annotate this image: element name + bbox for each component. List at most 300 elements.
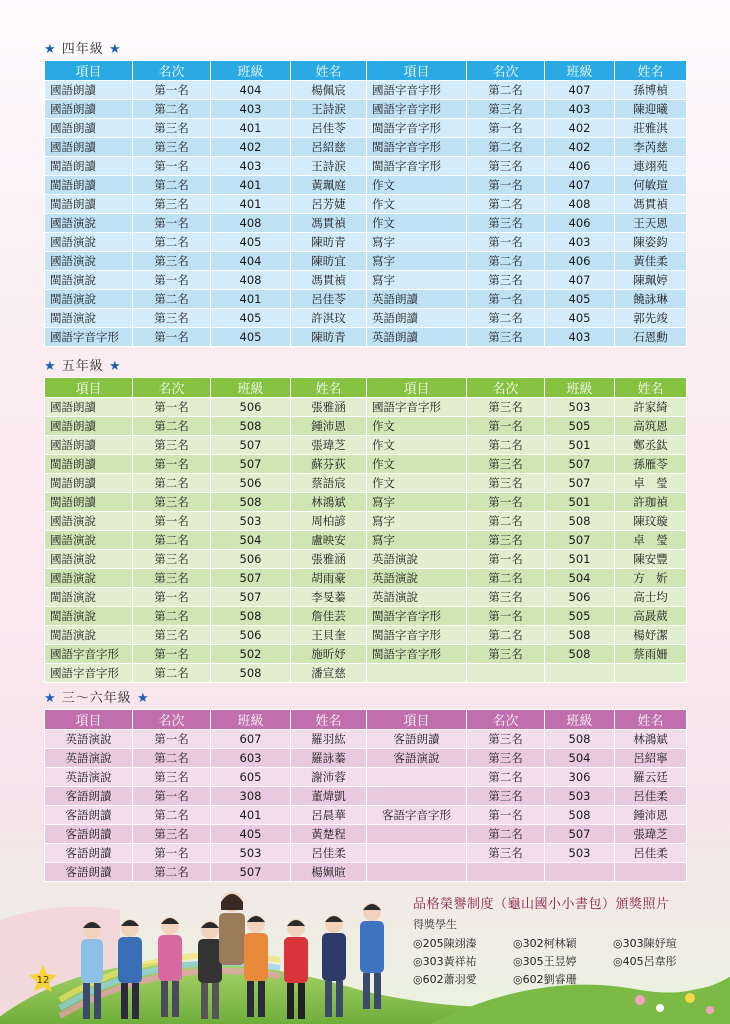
table-cell: 508 [211, 664, 291, 683]
table-cell: 506 [211, 474, 291, 493]
table-cell: 第二名 [133, 749, 211, 768]
table-cell: 第三名 [467, 214, 545, 233]
table-cell: 508 [545, 645, 615, 664]
table-cell: 第二名 [133, 531, 211, 550]
table-cell: 第三名 [133, 626, 211, 645]
table-row [45, 195, 687, 214]
table-cell: 方 妡 [615, 569, 687, 588]
table-cell [615, 863, 687, 882]
table-cell: 林鴻斌 [615, 730, 687, 749]
table-cell: 506 [545, 588, 615, 607]
table-cell: 何敏瑄 [615, 176, 687, 195]
grade5-section [44, 357, 686, 683]
table-cell: 605 [211, 768, 291, 787]
table-cell: 國語演說 [45, 233, 133, 252]
table-row [45, 825, 687, 844]
table-cell: 第一名 [467, 417, 545, 436]
table-cell: 第一名 [133, 157, 211, 176]
column-header: 姓名 [615, 61, 687, 81]
table-cell: 第二名 [467, 138, 545, 157]
table-cell: 第二名 [133, 417, 211, 436]
column-header: 名次 [133, 378, 211, 398]
table-cell: 408 [211, 271, 291, 290]
table-cell: 國語演說 [45, 550, 133, 569]
table-row [45, 645, 687, 664]
table-cell: 作文 [367, 436, 467, 455]
table-cell: 403 [545, 233, 615, 252]
table-cell: 閩語演說 [45, 626, 133, 645]
table-cell: 閩語字音字形 [367, 645, 467, 664]
table-cell: 第三名 [467, 749, 545, 768]
table-cell: 第二名 [467, 309, 545, 328]
table-cell: 503 [545, 398, 615, 417]
table-cell: 第三名 [467, 157, 545, 176]
table-cell: 鄭丞鈦 [615, 436, 687, 455]
table-cell: 第一名 [467, 233, 545, 252]
table-cell: 閩語字音字形 [367, 157, 467, 176]
table-row [45, 768, 687, 787]
table-cell: 第一名 [467, 607, 545, 626]
grade36-table [44, 709, 687, 882]
table-cell: 石恩勳 [615, 328, 687, 347]
table-cell: 第三名 [467, 730, 545, 749]
table-cell: 第一名 [467, 290, 545, 309]
table-header [45, 61, 687, 81]
table-cell: 403 [211, 100, 291, 119]
table-cell: 405 [545, 290, 615, 309]
table-row [45, 787, 687, 806]
table-cell: 第一名 [133, 398, 211, 417]
table-cell: 張瑋芝 [291, 436, 367, 455]
table-cell [467, 863, 545, 882]
table-cell: 張雅涵 [291, 550, 367, 569]
table-cell: 陳昉青 [291, 328, 367, 347]
table-cell: 羅詠蓁 [291, 749, 367, 768]
table-cell: 作文 [367, 176, 467, 195]
table-cell: 詹佳芸 [291, 607, 367, 626]
grade5-title: 五年級 [61, 359, 104, 374]
table-cell: 呂紹寧 [615, 749, 687, 768]
table-cell: 國語朗讀 [45, 138, 133, 157]
table-row [45, 271, 687, 290]
table-cell: 507 [211, 436, 291, 455]
table-cell: 501 [545, 436, 615, 455]
table-cell [367, 863, 467, 882]
table-cell: 402 [211, 138, 291, 157]
winner-item: ◎303陳妤瑄 [613, 937, 677, 950]
table-cell: 蔡雨姍 [615, 645, 687, 664]
table-cell: 客語朗讀 [45, 825, 133, 844]
table-cell: 閩語演說 [45, 309, 133, 328]
table-cell: 507 [211, 569, 291, 588]
table-cell: 孫博楨 [615, 81, 687, 100]
table-cell: 黃珮庭 [291, 176, 367, 195]
table-cell: 郭先竣 [615, 309, 687, 328]
table-cell: 呂芳婕 [291, 195, 367, 214]
table-cell: 董煒凱 [291, 787, 367, 806]
table-cell: 陳珮婷 [615, 271, 687, 290]
table-cell: 閩語演說 [45, 290, 133, 309]
table-cell: 閩語朗讀 [45, 474, 133, 493]
column-header: 姓名 [615, 710, 687, 730]
column-header: 名次 [467, 61, 545, 81]
table-cell: 第三名 [133, 195, 211, 214]
table-cell: 呂佳柔 [615, 787, 687, 806]
table-cell: 第一名 [133, 588, 211, 607]
table-cell: 楊妤潔 [615, 626, 687, 645]
table-cell: 405 [545, 309, 615, 328]
table-cell: 403 [545, 100, 615, 119]
table-cell: 第一名 [467, 550, 545, 569]
table-cell: 高筑恩 [615, 417, 687, 436]
table-cell: 第一名 [133, 512, 211, 531]
table-cell: 第二名 [133, 290, 211, 309]
table-row [45, 398, 687, 417]
table-cell: 501 [545, 550, 615, 569]
table-cell: 407 [545, 271, 615, 290]
column-header: 項目 [45, 61, 133, 81]
table-cell: 407 [545, 176, 615, 195]
table-cell: 蔡語宸 [291, 474, 367, 493]
table-cell: 楊佩宸 [291, 81, 367, 100]
caption-subtitle: 得獎學生 [413, 918, 457, 931]
table-cell: 英語演說 [45, 749, 133, 768]
star-icon: ★ [136, 691, 150, 706]
table-cell: 503 [211, 512, 291, 531]
table-cell: 第二名 [133, 176, 211, 195]
table-cell: 308 [211, 787, 291, 806]
table-row [45, 233, 687, 252]
table-cell: 第三名 [133, 252, 211, 271]
table-cell: 國語字音字形 [45, 664, 133, 683]
table-cell: 羅云廷 [615, 768, 687, 787]
table-cell: 陳昉青 [291, 233, 367, 252]
table-cell: 馮貫禎 [291, 271, 367, 290]
table-cell: 卓 瑩 [615, 531, 687, 550]
table-cell: 李旻蓁 [291, 588, 367, 607]
column-header: 名次 [133, 61, 211, 81]
page-number: 12 [36, 975, 50, 986]
table-cell: 第一名 [133, 271, 211, 290]
table-cell: 506 [211, 398, 291, 417]
table-cell: 405 [211, 328, 291, 347]
table-cell: 饒詠琳 [615, 290, 687, 309]
table-cell: 王貝奎 [291, 626, 367, 645]
column-header: 班級 [211, 61, 291, 81]
table-cell: 國語朗讀 [45, 119, 133, 138]
grade36-section [44, 689, 686, 882]
table-cell: 黃佳柔 [615, 252, 687, 271]
table-cell: 卓 瑩 [615, 474, 687, 493]
table-cell: 高士均 [615, 588, 687, 607]
table-cell: 鍾沛恩 [615, 806, 687, 825]
table-cell: 第二名 [467, 626, 545, 645]
table-cell: 作文 [367, 214, 467, 233]
table-cell: 孫雁苓 [615, 455, 687, 474]
table-cell: 寫字 [367, 531, 467, 550]
table-cell: 閩語朗讀 [45, 195, 133, 214]
table-cell: 連翊苑 [615, 157, 687, 176]
table-cell: 客語朗讀 [45, 863, 133, 882]
table-cell: 作文 [367, 417, 467, 436]
table-cell: 508 [211, 417, 291, 436]
table-row [45, 569, 687, 588]
table-row [45, 290, 687, 309]
table-cell: 寫字 [367, 512, 467, 531]
table-cell: 401 [211, 195, 291, 214]
table-cell: 401 [211, 176, 291, 195]
table-cell: 第二名 [467, 768, 545, 787]
table-cell: 404 [211, 252, 291, 271]
table-cell: 陳玟璇 [615, 512, 687, 531]
table-cell: 506 [211, 626, 291, 645]
table-cell [367, 768, 467, 787]
table-cell: 陳昉宜 [291, 252, 367, 271]
table-cell: 第二名 [133, 233, 211, 252]
table-row [45, 100, 687, 119]
table-cell: 第三名 [467, 474, 545, 493]
grade36-title: 三～六年級 [61, 691, 132, 706]
table-cell: 客語朗讀 [45, 806, 133, 825]
table-cell: 閩語演說 [45, 607, 133, 626]
table-cell: 呂佳柔 [291, 844, 367, 863]
table-cell: 馮貫禎 [615, 195, 687, 214]
table-cell: 第一名 [133, 214, 211, 233]
table-cell: 國語演說 [45, 531, 133, 550]
table-row [45, 214, 687, 233]
table-cell: 呂佳苓 [291, 290, 367, 309]
table-cell: 506 [211, 550, 291, 569]
column-header: 班級 [211, 710, 291, 730]
table-cell: 406 [545, 157, 615, 176]
table-cell: 施昕妤 [291, 645, 367, 664]
table-cell: 第二名 [467, 436, 545, 455]
table-cell: 楊姵暄 [291, 863, 367, 882]
table-row [45, 436, 687, 455]
column-header: 名次 [133, 710, 211, 730]
table-cell: 508 [211, 493, 291, 512]
table-cell: 國語字音字形 [367, 398, 467, 417]
table-cell: 408 [545, 195, 615, 214]
table-cell: 謝沛蓉 [291, 768, 367, 787]
table-cell: 閩語演說 [45, 588, 133, 607]
table-cell: 黃楚程 [291, 825, 367, 844]
column-header: 名次 [467, 378, 545, 398]
table-cell: 504 [545, 749, 615, 768]
table-row [45, 493, 687, 512]
table-cell: 第二名 [467, 195, 545, 214]
table-cell: 第三名 [467, 588, 545, 607]
table-cell [367, 787, 467, 806]
table-header [45, 378, 687, 398]
table-cell: 603 [211, 749, 291, 768]
table-cell: 英語演說 [367, 588, 467, 607]
table-cell: 503 [211, 844, 291, 863]
table-row [45, 81, 687, 100]
column-header: 姓名 [291, 710, 367, 730]
table-cell: 張雅涵 [291, 398, 367, 417]
table-cell: 508 [211, 607, 291, 626]
grade4-title: 四年級 [61, 42, 104, 57]
table-cell: 第三名 [133, 119, 211, 138]
table-body [45, 81, 687, 347]
table-cell: 潘宣慈 [291, 664, 367, 683]
page-number-badge [28, 964, 58, 994]
column-header: 姓名 [291, 378, 367, 398]
table-cell: 第二名 [133, 863, 211, 882]
winner-item: ◎303黃祥祐 [413, 955, 477, 968]
table-cell: 第三名 [467, 271, 545, 290]
table-cell: 第三名 [133, 550, 211, 569]
table-cell: 莊雅淇 [615, 119, 687, 138]
table-cell: 王詩涙 [291, 100, 367, 119]
table-header [45, 710, 687, 730]
column-header: 班級 [545, 61, 615, 81]
table-cell: 第二名 [133, 806, 211, 825]
table-cell [545, 863, 615, 882]
table-row [45, 417, 687, 436]
table-cell: 507 [211, 588, 291, 607]
table-cell: 第二名 [467, 825, 545, 844]
table-cell: 英語朗讀 [367, 290, 467, 309]
table-cell: 405 [211, 309, 291, 328]
table-cell: 作文 [367, 474, 467, 493]
table-cell: 507 [545, 531, 615, 550]
table-row [45, 626, 687, 645]
column-header: 項目 [367, 378, 467, 398]
star-icon: ★ [44, 359, 57, 374]
table-cell: 507 [545, 474, 615, 493]
table-row [45, 749, 687, 768]
table-cell: 閩語演說 [45, 271, 133, 290]
table-cell: 306 [545, 768, 615, 787]
table-cell: 國語字音字形 [45, 328, 133, 347]
table-cell: 505 [545, 607, 615, 626]
table-cell: 第三名 [133, 569, 211, 588]
table-cell: 作文 [367, 195, 467, 214]
table-cell: 507 [211, 455, 291, 474]
star-icon: ★ [108, 42, 122, 57]
grade5-table [44, 377, 687, 683]
table-cell: 英語朗讀 [367, 328, 467, 347]
table-cell: 第三名 [467, 787, 545, 806]
table-cell: 第二名 [467, 81, 545, 100]
table-cell: 第二名 [467, 512, 545, 531]
grade5-heading [44, 357, 686, 377]
table-cell: 寫字 [367, 233, 467, 252]
table-row [45, 844, 687, 863]
table-row [45, 806, 687, 825]
table-cell: 第三名 [467, 844, 545, 863]
grade4-table [44, 60, 687, 347]
table-row [45, 157, 687, 176]
table-cell: 第二名 [467, 252, 545, 271]
column-header: 姓名 [615, 378, 687, 398]
table-cell: 403 [211, 157, 291, 176]
table-cell: 401 [211, 290, 291, 309]
table-cell: 閩語朗讀 [45, 176, 133, 195]
table-cell: 第三名 [467, 455, 545, 474]
award-caption [413, 893, 713, 987]
table-cell: 401 [211, 119, 291, 138]
table-cell: 第一名 [133, 328, 211, 347]
table-cell: 第一名 [467, 806, 545, 825]
table-cell: 508 [545, 626, 615, 645]
table-cell: 寫字 [367, 271, 467, 290]
table-row [45, 863, 687, 882]
winner-item: ◎205陳翊溱 [413, 937, 477, 950]
table-cell: 第一名 [133, 645, 211, 664]
table-cell: 國語朗讀 [45, 398, 133, 417]
table-cell: 閩語朗讀 [45, 157, 133, 176]
table-cell: 國語朗讀 [45, 436, 133, 455]
table-cell: 408 [211, 214, 291, 233]
winner-item: ◎302柯林穎 [513, 937, 577, 950]
winner-item: ◎602蕭羽愛 [413, 973, 477, 986]
table-cell: 閩語字音字形 [367, 626, 467, 645]
table-cell: 國語朗讀 [45, 100, 133, 119]
table-cell: 盧映安 [291, 531, 367, 550]
table-cell: 第二名 [133, 474, 211, 493]
table-row [45, 550, 687, 569]
column-header: 姓名 [291, 61, 367, 81]
table-cell: 508 [545, 512, 615, 531]
table-cell: 鍾沛恩 [291, 417, 367, 436]
table-cell: 呂佳柔 [615, 844, 687, 863]
table-cell: 503 [545, 844, 615, 863]
table-cell: 504 [211, 531, 291, 550]
table-cell: 402 [545, 119, 615, 138]
table-cell: 客語朗讀 [367, 730, 467, 749]
table-cell: 閩語字音字形 [367, 119, 467, 138]
table-cell: 第一名 [133, 787, 211, 806]
table-cell: 國語朗讀 [45, 81, 133, 100]
table-cell: 李芮慈 [615, 138, 687, 157]
table-cell: 第一名 [133, 844, 211, 863]
table-cell: 客語字音字形 [367, 806, 467, 825]
column-header: 項目 [45, 378, 133, 398]
table-cell: 閩語字音字形 [367, 607, 467, 626]
table-cell: 羅羽紘 [291, 730, 367, 749]
table-cell: 第二名 [133, 100, 211, 119]
table-cell: 第三名 [467, 100, 545, 119]
table-cell: 英語演說 [45, 768, 133, 787]
table-cell: 林鴻斌 [291, 493, 367, 512]
table-cell: 英語演說 [367, 569, 467, 588]
table-cell: 許珈禎 [615, 493, 687, 512]
table-cell: 403 [545, 328, 615, 347]
table-cell [545, 664, 615, 683]
table-cell: 第三名 [133, 138, 211, 157]
table-cell: 國語演說 [45, 569, 133, 588]
table-cell: 第三名 [133, 825, 211, 844]
table-cell: 許淇玟 [291, 309, 367, 328]
table-cell: 國語演說 [45, 252, 133, 271]
column-header: 項目 [367, 61, 467, 81]
winner-item: ◎602劉睿珊 [513, 973, 577, 986]
table-cell: 閩語朗讀 [45, 455, 133, 474]
winner-item: ◎305王昱婷 [513, 955, 577, 968]
column-header: 班級 [545, 378, 615, 398]
table-cell: 507 [545, 455, 615, 474]
table-cell: 客語朗讀 [45, 844, 133, 863]
table-cell: 第一名 [133, 455, 211, 474]
table-cell: 國語字音字形 [45, 645, 133, 664]
table-cell: 405 [211, 825, 291, 844]
table-cell: 英語演說 [367, 550, 467, 569]
table-row [45, 138, 687, 157]
table-cell: 第三名 [133, 768, 211, 787]
